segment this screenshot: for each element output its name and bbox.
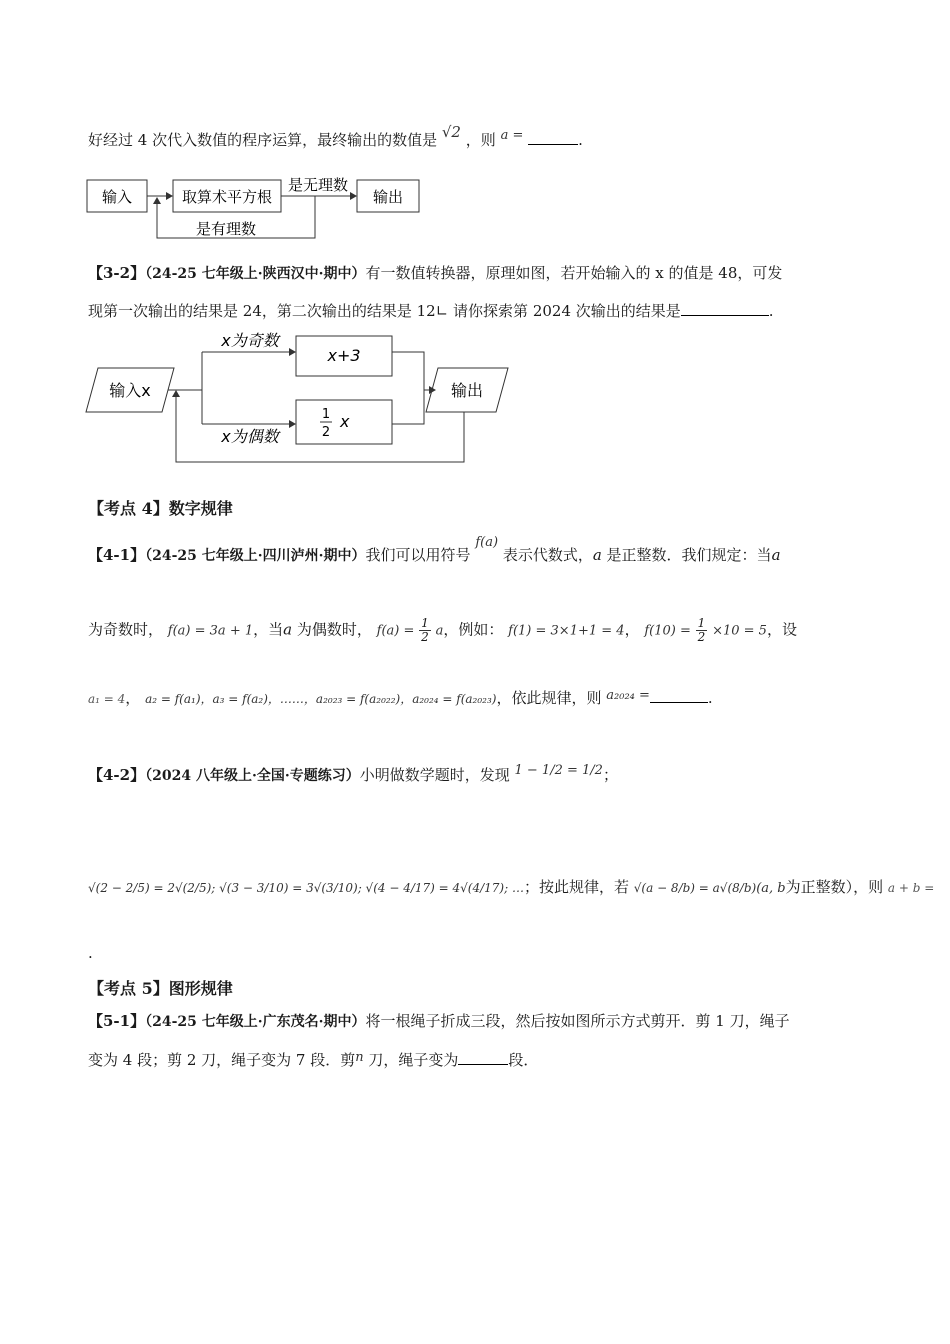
output-label: 输出 [372,188,404,206]
q4-1-line3: a₁ = 4， a₂ = f(a₁)，a₃ = f(a₂)，……，a₂₀₂₃ = f(a₂₀₂₂)，a₂₀₂₄ = f(a₂₀₂₃)，依此规律，则 a₂₀₂₄ = . [88,688,713,707]
odd-label: x为奇数 [221,331,279,350]
flowchart-sqrt [86,176,426,242]
question-source: （2024 八年级上·全国·专题练习） [145,768,360,784]
q3-1-text: 好经过 4 次代入数值的程序运算，最终输出的数值是 [88,131,438,149]
odd-op-label: x+3 [327,346,361,365]
cond-no-label: 是有理数 [195,220,257,238]
q4-1-text: ，依此规律，则 [496,689,602,707]
q4-1-text: 为奇数时， [88,620,164,639]
answer-blank[interactable] [528,128,578,145]
arrowhead-2 [350,192,357,200]
formula-even: f(a) = [376,623,415,639]
arrowhead-1 [166,192,173,200]
question-tag: 【4-2】 [88,766,146,784]
loop-arrowhead [172,390,180,397]
even-arrowhead [289,420,296,428]
section-title: 【考点 5】图形规律 [88,979,233,998]
answer-blank[interactable] [650,686,708,703]
q4-1-text: ，当 [253,620,284,639]
q3-2-line1 [88,262,782,285]
q3-1-line [88,123,583,153]
radical-general: √(a − 8/b) = a√(8/b) [633,881,757,895]
sqrt-two: √2 [441,123,461,141]
radical-sequence: √(2 − 2/5) = 2√(2/5); √(3 − 3/10) = 3√(3/10); √(4 − 4/17) = 4√(4/17); … [88,881,524,895]
sequence-def: a₂ = f(a₁)，a₃ = f(a₂)，……，a₂₀₂₃ = f(a₂₀₂₂)，a₂₀₂₄ = f(a₂₀₂₃) [145,692,497,706]
input-label: 输入 [101,188,133,206]
var-a: a [771,546,781,564]
answer-blank[interactable] [458,1048,508,1065]
q3-1-then: ，则 [465,131,496,149]
q4-1-text: ，设 [766,620,797,639]
question-source: （24-25 七年级上·四川泸州·期中） [145,548,366,564]
loop-line [176,394,464,462]
question-tag: 【4-1】 [88,546,146,564]
period: . [768,302,774,320]
example-2: f(10) = [644,623,691,639]
cond-yes-label: 是无理数 [287,176,349,194]
example-2b: ×10 = 5 [712,623,767,639]
q4-1-text: 我们可以用符号 [365,546,471,564]
fraction-half: $\frac{1}{2}$ [697,616,706,644]
q5-1-text: 段． [508,1051,539,1069]
formula-odd: f(a) = 3a + 1 [167,623,254,639]
section-title: 【考点 4】数字规律 [88,499,233,518]
q4-1-text: 是正整数．我们规定：当 [601,546,772,564]
var-a: a [592,546,602,564]
period: . [578,131,583,149]
even-label: x为偶数 [221,427,279,446]
q5-1-text: 将一根绳子折成三段，然后按如图所示方式剪开．剪 1 刀，绳子 [365,1012,790,1030]
q4-1-text: 表示代数式， [502,546,593,564]
symbol-f-a: f(a) [475,535,499,550]
q3-2-text1: 有一数值转换器，原理如图，若开始输入的 x 的值是 48，可发 [365,264,783,282]
process-label: 取算术平方根 [181,188,273,206]
period: . [707,689,713,707]
q4-2-line1 [88,764,618,788]
merge-line [392,352,424,424]
period: . [88,944,93,962]
q3-2-line2 [88,299,774,322]
q5-1-line2 [88,1048,538,1073]
seq-a1: a₁ = 4 [88,692,126,706]
ask-a2024: a₂₀₂₄ = [606,688,650,703]
q5-1-line1 [88,1010,790,1033]
q4-1-line1 [88,535,781,568]
loop-arrowhead [153,197,161,204]
question-tag: 【5-1】 [88,1012,146,1030]
even-op-numerator: 1 [321,407,331,422]
odd-arrowhead [289,348,296,356]
q4-1-text: ，例如： [443,620,504,639]
q4-2-text: 为正整数），则 [785,878,884,896]
q4-2-line2 [88,876,934,900]
input-label: 输入x [109,381,151,400]
var-ab: (a, b [756,881,786,896]
q5-1-text: 刀，绳子变为 [363,1051,459,1069]
q4-2-text: ；按此规律，若 [523,878,629,896]
var-n: n [355,1050,364,1065]
even-op-denominator: 2 [321,425,331,440]
q4-1-line2: 为奇数时， f(a) = 3a + 1，当a 为偶数时， f(a) = $\frac{1}{2}$ a，例如： f(1) = 3×1+1 = 4， f(10) = $\frac{1}{2}$ ×10 = 5，设 [88,616,797,644]
output-label: 输出 [450,381,484,400]
q3-2-text2: 现第一次输出的结果是 24，第二次输出的结果是 12∟ 请你探索第 2024 次输出的结果是 [88,302,681,320]
semicolon: ； [602,766,618,784]
answer-blank[interactable] [681,299,769,316]
q4-1-text: 为偶数时， [292,620,372,639]
even-op-variable: x [340,412,350,431]
fraction-half: $\frac{1}{2}$ [421,616,429,644]
question-source: （24-25 七年级上·广东茂名·期中） [145,1014,366,1030]
var-a: a = [500,128,524,143]
radical-example: 1 − 1/2 = 1/2 [514,763,603,778]
var-a: a [283,620,293,639]
ask-a-plus-b: a + b = [887,881,935,895]
flowchart-odd-even [84,330,514,466]
q4-2-text: 小明做数学题时，发现 [359,766,510,784]
question-source: （24-25 七年级上·陕西汉中·期中） [145,266,366,282]
question-tag: 【3-2】 [88,264,146,282]
var-a: a [435,623,444,639]
example-1: f(1) = 3×1+1 = 4 [508,623,625,639]
q5-1-text: 变为 4 段；剪 2 刀，绳子变为 7 段．剪 [88,1051,356,1069]
